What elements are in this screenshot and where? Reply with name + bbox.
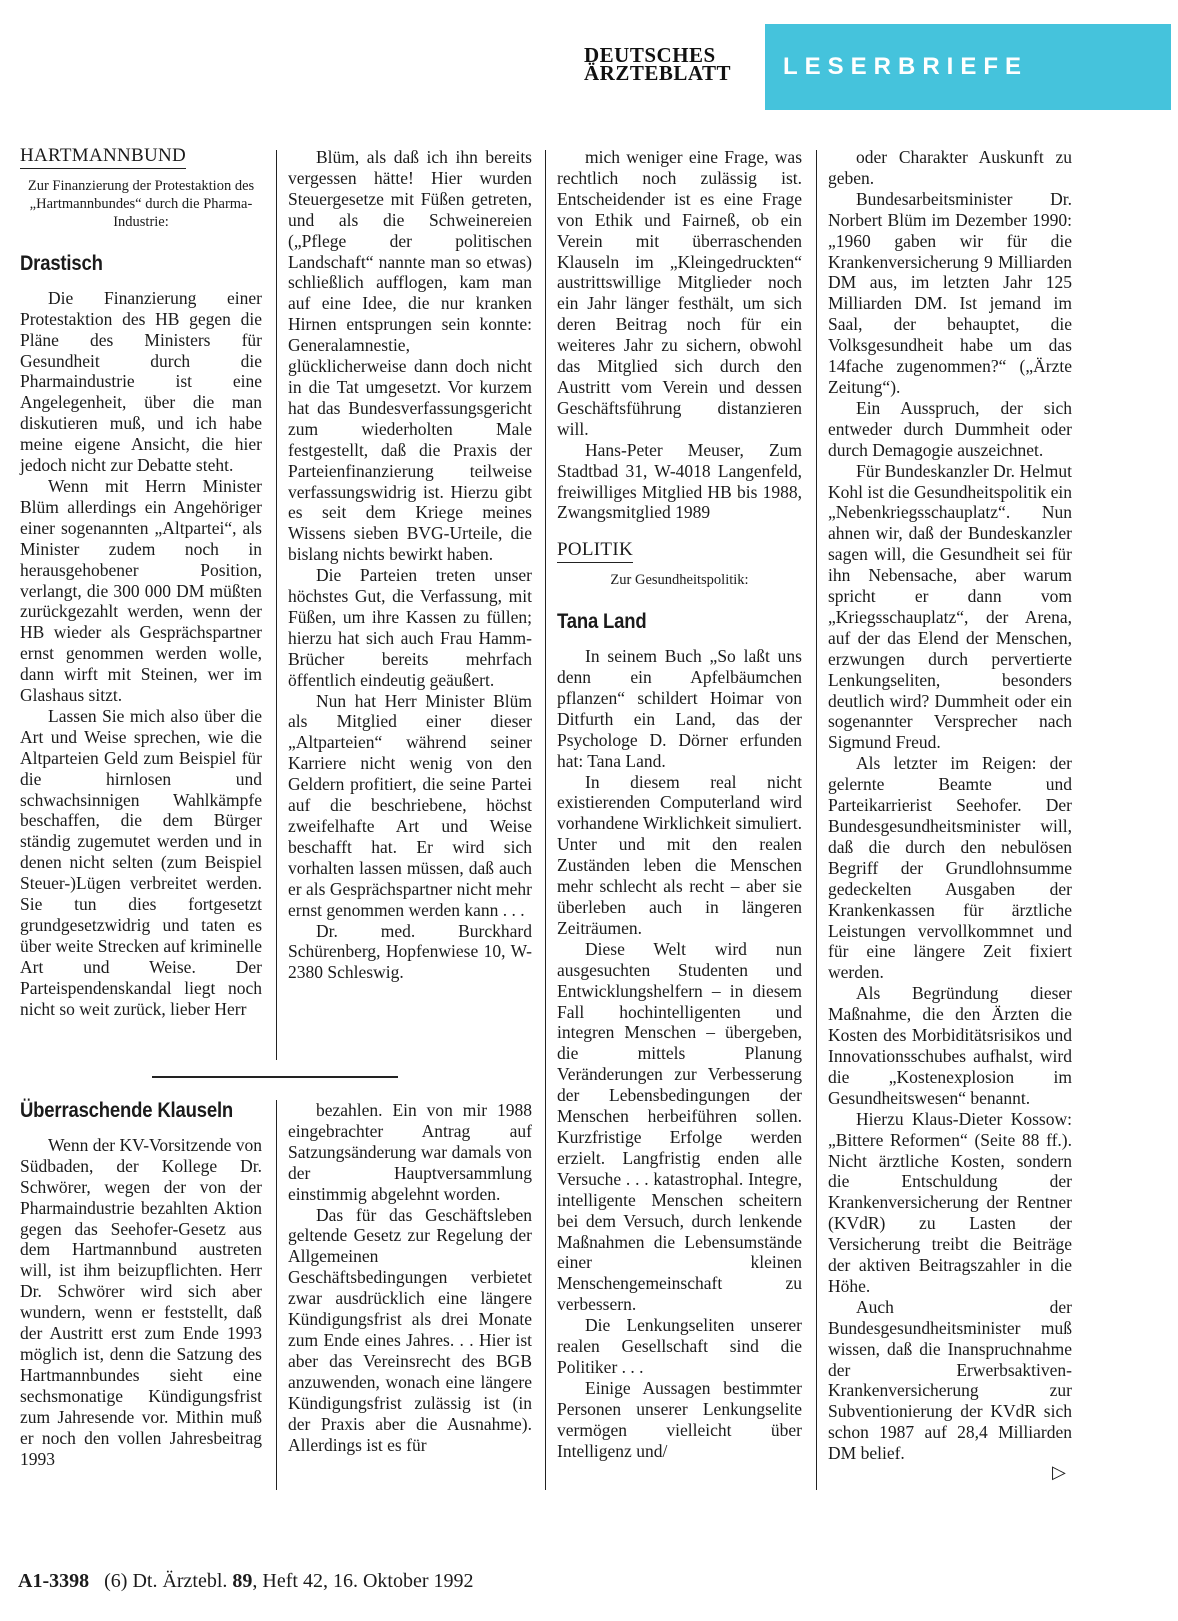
letter1-paragraph: Nun hat Herr Minister Blüm als Mitglied einer dieser „Altparteien“ während seiner Karriere nicht wenig von den Geldern profitiert, die seine Partei auf die beschriebene, höchst zweifelhafte Art und Weise beschafft hat. Er wird sich vorhalten lassen müssen, daß auch er als Gesprächspartner nicht mehr ernst genommen werden kann . . . [288,690,532,920]
letter3-paragraph: Hierzu Klaus-Dieter Kossow: „Bittere Reformen“ (Seite 88 ff.). Nicht ärztliche Kosten, sondern die Entschuldung der Krankenversicherung der Rentner (KVdR) zu Lasten der Versicherung treibt die Beiträge der aktiven Beitragszahler in die Höhe. [828,1108,1072,1296]
column-rule-1 [276,150,277,1060]
letter1-headline: Drastisch [20,250,103,275]
masthead-line1: DEUTSCHES [584,43,716,67]
letter3-paragraph: oder Charakter Auskunft zu geben. [828,147,1072,188]
page-code: A1-3398 [18,1570,90,1592]
column-rule-2 [276,1100,277,1490]
letter2-paragraph: bezahlen. Ein von mir 1988 eingebrachter Antrag auf Satzungsänderung war damals von der Hauptversammlung einstimmig abgelehnt worden. [288,1100,532,1204]
letter1-paragraph: Blüm, als daß ich ihn bereits vergessen hätte! Hier wurden Steuergesetze mit Füßen getreten, und als die Schweinereien („Pflege der politischen Landschaft“ nannte man so etwas) schließlich aufflogen, kam man auf eine Idee, die nur kranken Hirnen entsprungen sein konnte: Generalamnestie, glücklicherweise dann doch nicht in die Tat umgesetzt. Vor kurzem hat das Bundesverfassungsgericht zum wiederholten Male festgestellt, daß die Praxis der Parteienfinanzierung teilweise verfassungswidrig ist. Hierzu gibt es seit dem Kriege meines Wissens sieben BVG-Urteile, die bislang nichts bewirkt haben. [288,147,532,565]
section-banner [765,24,1171,110]
letter3-paragraph: In diesem real nicht existierenden Computerland wird vorhandene Wirklichkeit simuliert. Unter und mit den realen Zuständen leben die Menschen mehr schlecht als recht – aber sie überleben auch in längeren Zeiträumen. [557,771,802,938]
column-4 [828,147,1072,1464]
letter1-paragraph: Wenn mit Herrn Minister Blüm allerdings ein Angehöriger einer sogenannten „Altpartei“, als Minister zudem noch in herausgehobener Position, verlangt, die 300 000 DM müßten zurückgezahlt werden, wenn der HB wieder als Gesprächspartner ernst genommen werden wolle, dann wirft mit Steinen, wer im Glashaus sitzt. [20,475,262,706]
letter3-headline: Tana Land [557,609,647,634]
letter-separator [152,1076,398,1078]
letter2-signature: Hans-Peter Meuser, Zum Stadtbad 31, W-4018 Langenfeld, freiwilliges Mitglied HB bis 1988, Zwangsmitglied 1989 [557,439,802,523]
continue-arrow-icon: ▷ [1052,1462,1066,1483]
letter3-paragraph: Bundesarbeitsminister Dr. Norbert Blüm im Dezember 1990: „1960 gaben wir für die Krankenversicherung 9 Milliarden DM aus, im letzten Jahr 125 Milliarden DM. Ist jemand im Saal, der behauptet, die Volksgesundheit habe um das 14fache zugenommen?“ („Ärzte Zeitung“). [828,188,1072,397]
letter2-headline: Überraschende Klauseln [20,1098,234,1122]
letter1-intro: Zur Finanzierung der Protestaktion des „Hartmannbundes“ durch die Pharma-Industrie: [27,177,255,230]
column-rule-4 [816,150,817,1490]
letter3-paragraph: Die Lenkungseliten unserer realen Gesellschaft sind die Politiker . . . [557,1315,802,1377]
letter1-paragraph: Lassen Sie mich also über die Art und Weise sprechen, wie die Altparteien Geld zum Beispiel für die hirnlosen und schwachsinnigen Wahlkämpfe beschaffen, die dem Bürger ständig zugemutet werden und in denen nicht selten (zum Beispiel Steuer-)Lügen verbreitet werden. Sie tun dies fortgesetzt grundgesetzwidrig und taten es über weite Strecken auf kriminelle Art und Weise. Der Parteispendenskandal liegt noch nicht so weit zurück, lieber Herr [20,705,262,1019]
column-1-bottom [20,1100,262,1469]
journal-issue: Heft 42, 16. Oktober 1992 [262,1570,474,1592]
letter3-paragraph: Als letzter im Reigen: der gelernte Beamte und Parteikarrierist Seehofer. Der Bundesgesundheitsminister will, daß die durch den nebulösen Begriff der Grundlohnsumme gedeckelten Ausgaben der Krankenkassen für ärztliche Leistungen vervollkommnet und für eine längere Zeit fixiert werden. [828,753,1072,983]
letter3-paragraph: Als Begründung dieser Maßnahme, die den Ärzten die Kosten des Morbiditätsrisikos und Innovationsschubes aufhalst, wird die „Kostenexplosion im Gesundheitswesen“ benannt. [828,983,1072,1108]
page-footer: A1-3398 (6) Dt. Ärztebl. 89, Heft 42, 16. Oktober 1992 [18,1570,474,1592]
column-2-top [288,147,532,983]
journal-volume: 89 [232,1570,253,1592]
section-title: LESERBRIEFE [783,53,1029,80]
page-in-issue: (6) [104,1570,128,1592]
letter3-paragraph: Für Bundeskanzler Dr. Helmut Kohl ist die Gesundheitspolitik ein „Nebenkriegsschauplatz“. Nun ahnen wir, daß der Bundeskanzler sagen will, die Gesundheit sei für ihn Nebensache, aber warum spricht er dann vom „Kriegsschauplatz“, der Arena, auf der das Elend der Menschen, erzwungen durch pervertierte Lenkungseliten, besonders deutlich wird? Dummheit oder ein sogenannter Versprecher nach Sigmund Freud. [828,460,1073,753]
letter3-paragraph: Ein Ausspruch, der sich entweder durch Dummheit oder durch Demagogie auszeichnet. [828,397,1072,460]
journal-name: Dt. Ärztebl. [132,1570,228,1592]
letter3-intro: Zur Gesundheitspolitik: [610,572,749,589]
letter3-paragraph: Auch der Bundesgesundheitsminister muß wissen, daß die Inanspruchnahme der Erwerbsaktiven-Krankenversicherung zur Subventionierung der KVdR sich schon 1987 auf 28,4 Milliarden DM belief. [828,1296,1072,1464]
column-1-top [20,145,262,1020]
letter1-signature: Dr. med. Burckhard Schürenberg, Hopfenwiese 10, W-2380 Schleswig. [288,920,532,983]
letter2-paragraph: Das für das Geschäftsleben geltende Gesetz zur Regelung der Allgemeinen Geschäftsbedingungen verbietet zwar ausdrücklich eine längere Kündigungsfrist als drei Monate zum Ende eines Jahres. . . Hier ist aber das Vereinsrecht des BGB anzuwenden, wonach eine längere Kündigungsfrist zulässig ist (in der Praxis aber die Ausnahme). Allerdings ist es für [288,1204,532,1455]
masthead-line2: ÄRZTEBLATT [584,61,731,85]
rubric-politik: POLITIK [557,540,633,563]
letter2-paragraph: mich weniger eine Frage, was rechtlich noch zulässig ist. Entscheidender ist es eine Frage von Ethik und Fairneß, ob ein Verein mit überraschenden Klauseln im „Kleingedruckten“ austrittswillige Mitglieder noch ein Jahr länger festhält, um sich deren Beitrag noch für ein weiteres Jahr zu sichern, obwohl das Mitglied sich durch den Austritt vom Verein und dessen Geschäftsführung distanzieren will. [557,147,802,439]
masthead-logo [584,43,731,85]
column-3 [557,147,802,1461]
column-rule-3 [545,150,546,1490]
letter3-paragraph: In seinem Buch „So laßt uns denn ein Apfelbäumchen pflanzen“ schildert Hoimar von Ditfurth ein Land, das der Psychologe D. Dörner erfunden hat: Tana Land. [557,646,802,771]
column-2-bottom [288,1100,532,1455]
letter1-paragraph: Die Parteien treten unser höchstes Gut, die Verfassung, mit Füßen, um ihre Kassen zu füllen; hierzu hat sich auch Frau Hamm-Brücher bereits mehrfach öffentlich eindeutig geäußert. [288,565,532,690]
letter3-paragraph: Einige Aussagen bestimmter Personen unserer Lenkungselite vermögen vielleicht über Intelligenz und/ [557,1377,802,1461]
letter3-paragraph: Diese Welt wird nun ausgesuchten Studenten und Entwicklungshelfern – in diesem Fall hochintelligenten und integren Menschen – übergeben, die mittels Planung Veränderungen zur Verbesserung der Lebensbedingungen der Menschen herbeiführen sollen. Kurzfristige Erfolge werden erzielt. Langfristig enden alle Versuche . . . katastrophal. Integre, intelligente Menschen scheitern bei dem Versuch, durch lenkende Maßnahmen die Lebensumstände einer kleinen Menschengemeinschaft zu verbessern. [557,938,802,1315]
rubric-hartmannbund: HARTMANNBUND [20,146,186,169]
letter2-paragraph: Wenn der KV-Vorsitzende von Südbaden, der Kollege Dr. Schwörer, wegen der von der Pharmaindustrie bezahlten Aktion gegen das Seehofer-Gesetz aus dem Hartmannbund austreten will, ist ihm beizupflichten. Herr Dr. Schwörer wird sich aber wundern, wenn er feststellt, daß der Austritt erst zum Ende 1993 möglich ist, denn die Satzung des Hartmannbundes sieht eine sechsmonatige Kündigungsfrist zum Jahresende vor. Mithin muß er noch den vollen Jahresbeitrag 1993 [20,1134,262,1469]
letter1-paragraph: Die Finanzierung einer Protestaktion des HB gegen die Pläne des Ministers für Gesundheit durch die Pharmaindustrie ist eine Angelegenheit, über die man diskutieren muß, und ich habe meine eigene Ansicht, die hier jedoch nicht zur Debatte steht. [20,287,262,476]
